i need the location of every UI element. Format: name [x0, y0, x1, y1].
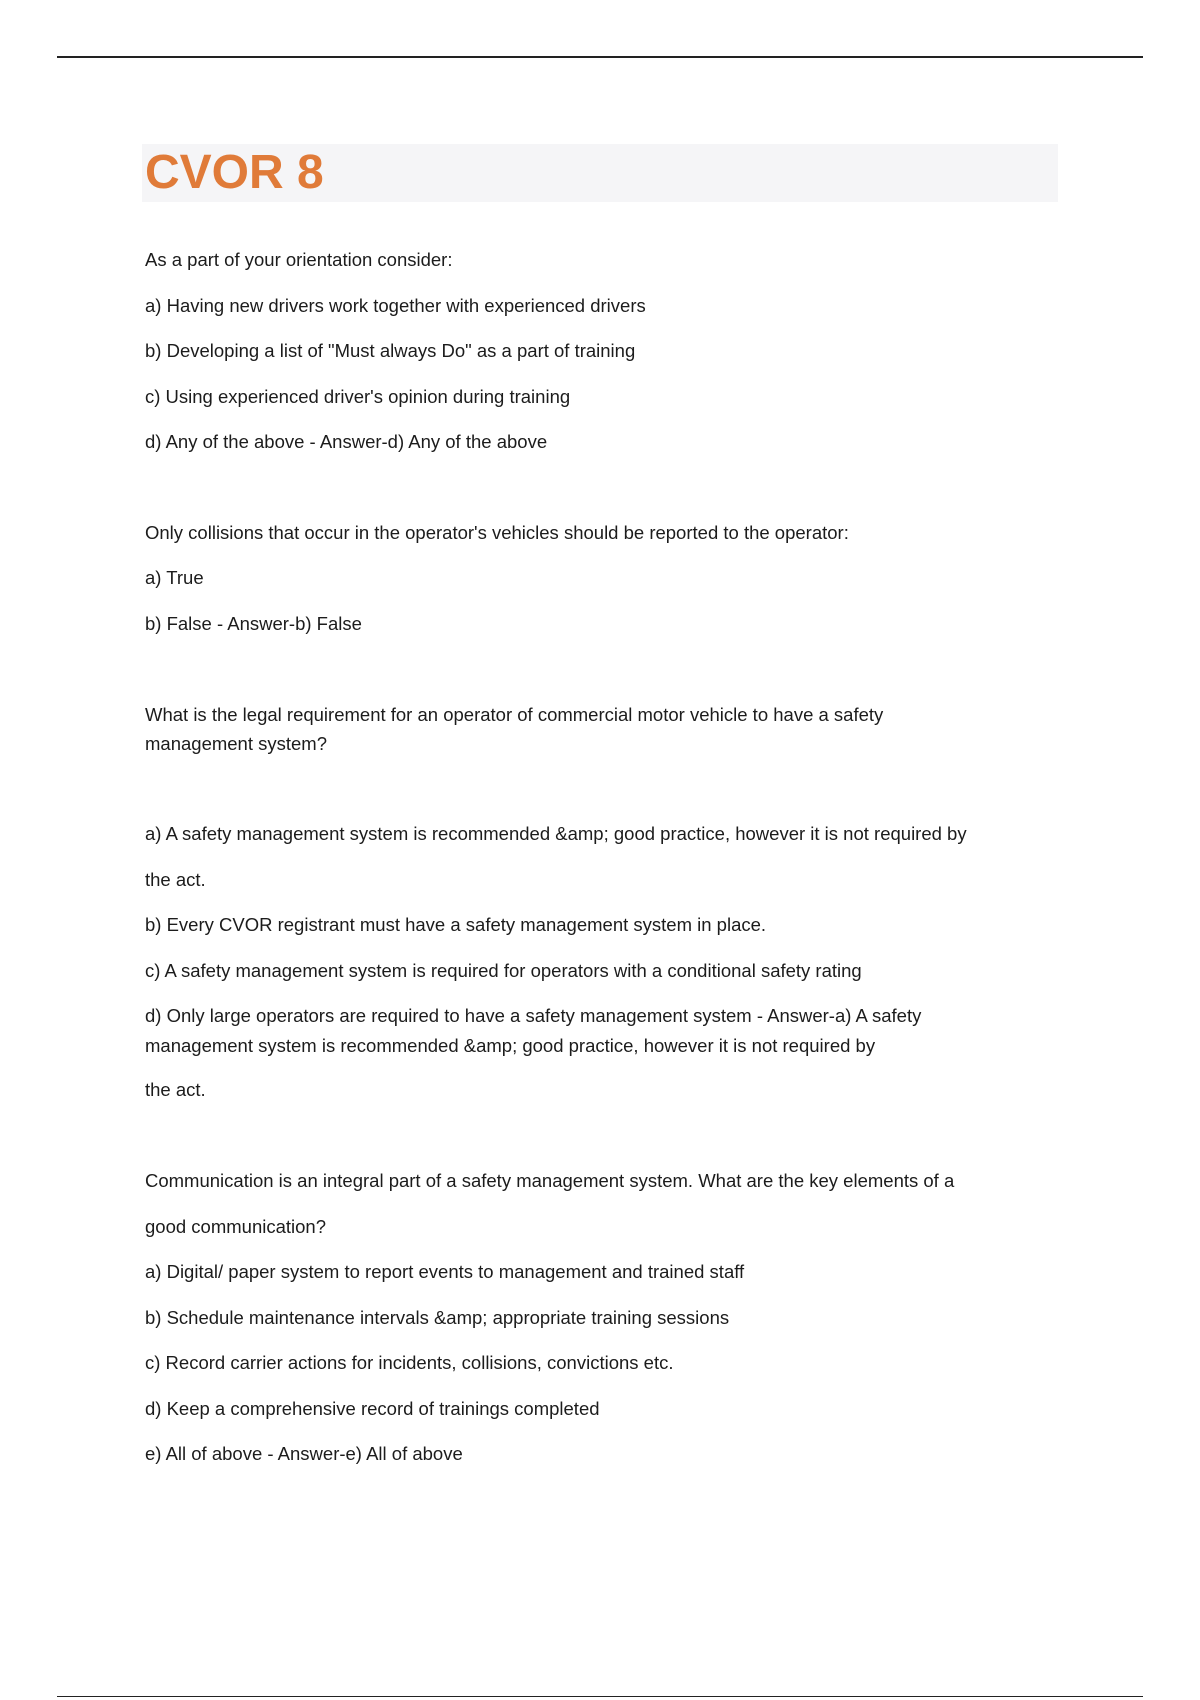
question-3-prompt-line-2: management system? — [145, 733, 328, 754]
question-2-option-a: a) True — [145, 567, 204, 588]
question-4-option-b: b) Schedule maintenance intervals &amp; appropriate training sessions — [145, 1307, 730, 1328]
question-3-answer-end: the act. — [145, 1079, 206, 1100]
question-3-prompt-line-1: What is the legal requirement for an operator of commercial motor vehicle to have a safety — [145, 704, 884, 725]
question-4-prompt-line-1: Communication is an integral part of a safety management system. What are the key elements of a — [145, 1170, 955, 1191]
document-title: CVOR 8 — [145, 146, 324, 199]
question-1-option-a: a) Having new drivers work together with experienced drivers — [145, 295, 646, 316]
question-1-option-d-answer: d) Any of the above - Answer-d) Any of the above — [145, 431, 548, 452]
question-1-option-c: c) Using experienced driver's opinion during training — [145, 386, 571, 407]
question-2-option-b-answer: b) False - Answer-b) False — [145, 613, 362, 634]
question-3-option-d-answer: d) Only large operators are required to have a safety management system - Answer-a) A safety — [145, 1005, 922, 1026]
question-3-option-c: c) A safety management system is required for operators with a conditional safety rating — [145, 960, 862, 981]
question-2-prompt: Only collisions that occur in the operator's vehicles should be reported to the operator: — [145, 522, 849, 543]
question-3-option-a-cont: the act. — [145, 869, 206, 890]
question-4-option-d: d) Keep a comprehensive record of trainings completed — [145, 1398, 600, 1419]
bottom-rule — [57, 1696, 1143, 1697]
question-1-option-b: b) Developing a list of "Must always Do" as a part of training — [145, 340, 636, 361]
top-rule — [57, 56, 1143, 58]
question-3-option-a: a) A safety management system is recommended &amp; good practice, however it is not required by — [145, 823, 967, 844]
question-3-option-b: b) Every CVOR registrant must have a safety management system in place. — [145, 914, 767, 935]
question-4-option-e-answer: e) All of above - Answer-e) All of above — [145, 1443, 463, 1464]
question-4-option-c: c) Record carrier actions for incidents, collisions, convictions etc. — [145, 1352, 674, 1373]
question-1-prompt: As a part of your orientation consider: — [145, 249, 453, 270]
question-4-prompt-line-2: good communication? — [145, 1216, 326, 1237]
question-3-answer-cont: management system is recommended &amp; good practice, however it is not required by — [145, 1035, 876, 1056]
question-4-option-a: a) Digital/ paper system to report events to management and trained staff — [145, 1261, 745, 1282]
